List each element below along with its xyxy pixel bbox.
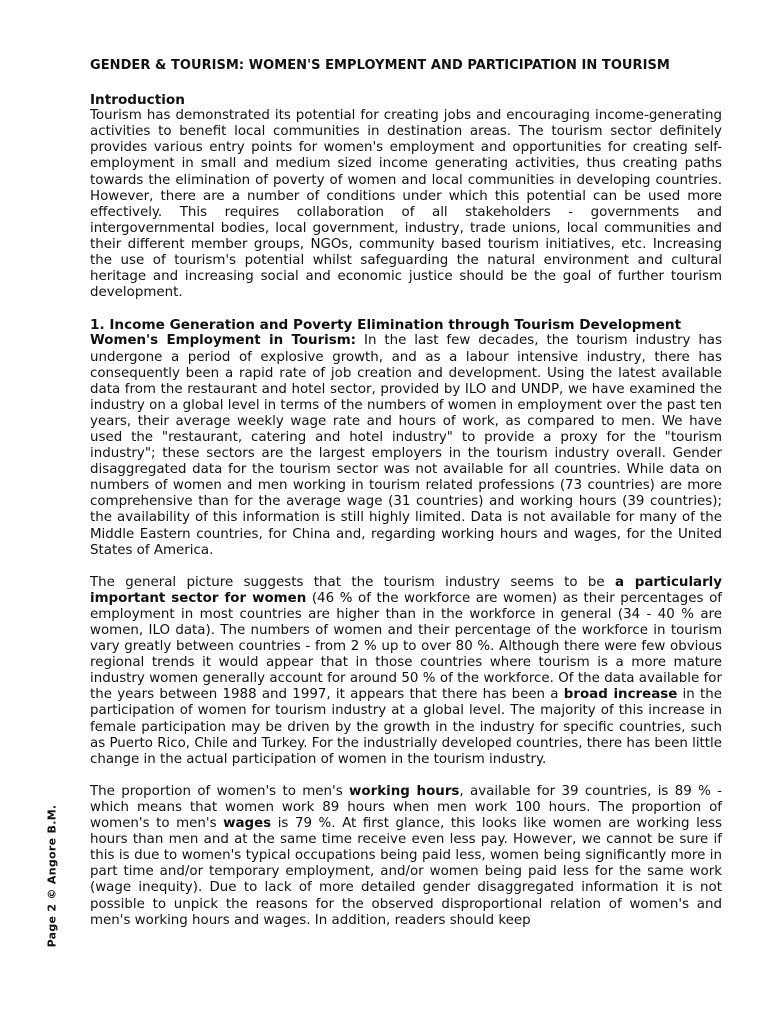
working-hours-paragraph (90, 784, 722, 929)
section-1-paragraph (90, 333, 722, 558)
wages-emphasis: wages (223, 816, 272, 832)
general-picture-text-3: in the participation of women for tourism industry at a global level. The majority of this increase in female participation may be driven by the growth in the industry for specific countries, such as Puerto Rico, Chile and Turkey. For the industrially developed countries, there has been little change in the actual participation of women in the tourism industry. (90, 687, 722, 767)
introduction-heading: Introduction (90, 92, 185, 109)
document-page (90, 58, 722, 929)
important-sector-emphasis: a particularly important sector for women (90, 574, 722, 606)
working-hours-text-3: is 79 %. At first glance, this looks like women are working less hours than men and at the same time receive even less pay. However, we cannot be sure if this is due to women's typical occupations being paid less, women being significantly more in part time and/or temporary employment, and/or women being paid less for the same work (wage inequity). Due to lack of more detailed gender disaggregated information it is not possible to unpick the reasons for the observed disproportional relation of women's and men's working hours and wages. In addition, readers should keep (90, 816, 722, 928)
working-hours-text-1: The proportion of women's to men's (90, 783, 350, 799)
general-picture-paragraph (90, 575, 722, 768)
document-title: GENDER & TOURISM: WOMEN'S EMPLOYMENT AND PARTICIPATION IN TOURISM (90, 58, 670, 73)
section-1-heading: 1. Income Generation and Poverty Elimination through Tourism Development (90, 317, 682, 334)
introduction-paragraph: Tourism has demonstrated its potential for creating jobs and encouraging income-generating activities to benefit local communities in destination areas. The tourism sector definitely provides various entry points for women's employment and opportunities for creating self-employment in small and medium sized income generating activities, thus creating paths towards the elimination of poverty of women and local communities in developing countries. However, there are a number of conditions under which this potential can be used more effectively. This requires collaboration of all stakeholders - governments and intergovernmental bodies, local government, industry, trade unions, local communities and their different member groups, NGOs, community based tourism initiatives, etc. Increasing the use of tourism's potential whilst safeguarding the natural environment and cultural heritage and increasing social and economic justice should be the goal of further tourism development. (90, 108, 722, 301)
working-hours-emphasis: working hours (349, 783, 460, 799)
general-picture-text-2: (46 % of the workforce are women) as their percentages of employment in most countries are higher than in the workforce in general (34 - 40 % are women, ILO data). The numbers of women and their percentage of the workforce in tourism vary greatly between countries - from 2 % up to over 80 %. Although there were few obvious regional trends it would appear that in those countries where tourism is a more mature industry women generally account for around 50 % of the workforce. Of the data available for the years between 1988 and 1997, it appears that there has been a (90, 590, 722, 703)
page-number-copyright-label: Page 2 © Angore B.M. (45, 804, 59, 948)
working-hours-text-2: , available for 39 countries, is 89 % - which means that women work 89 hours when men work 100 hours. The proportion of women's to men's (90, 783, 723, 832)
broad-increase-emphasis: broad increase (563, 687, 678, 703)
section-1-subheading: Women's Employment in Tourism: (90, 333, 357, 349)
general-picture-text-1: The general picture suggests that the tourism industry seems to be (90, 574, 615, 590)
section-1-paragraph-text: In the last few decades, the tourism industry has undergone a period of explosive growth, and as a labour intensive industry, there has consequently been a rapid rate of job creation and development. Using the latest available data from the restaurant and hotel sector, provided by ILO and UNDP, we have examined the industry on a global level in terms of the numbers of women in employment over the past ten years, their average weekly wage rate and hours of work, as compared to men. We have used the "restaurant, catering and hotel industry" to provide a proxy for the "tourism industry"; these sectors are the largest employers in the tourism industry overall. Gender disaggregated data for the tourism sector was not available for all countries. While data on numbers of women and men working in tourism related professions (73 countries) are more comprehensive than for the average wage (31 countries) and working hours (39 countries); the availability of this information is still highly limited. Data is not available for many of the Middle Eastern countries, for China and, regarding working hours and wages, for the United States of America. (90, 333, 722, 558)
